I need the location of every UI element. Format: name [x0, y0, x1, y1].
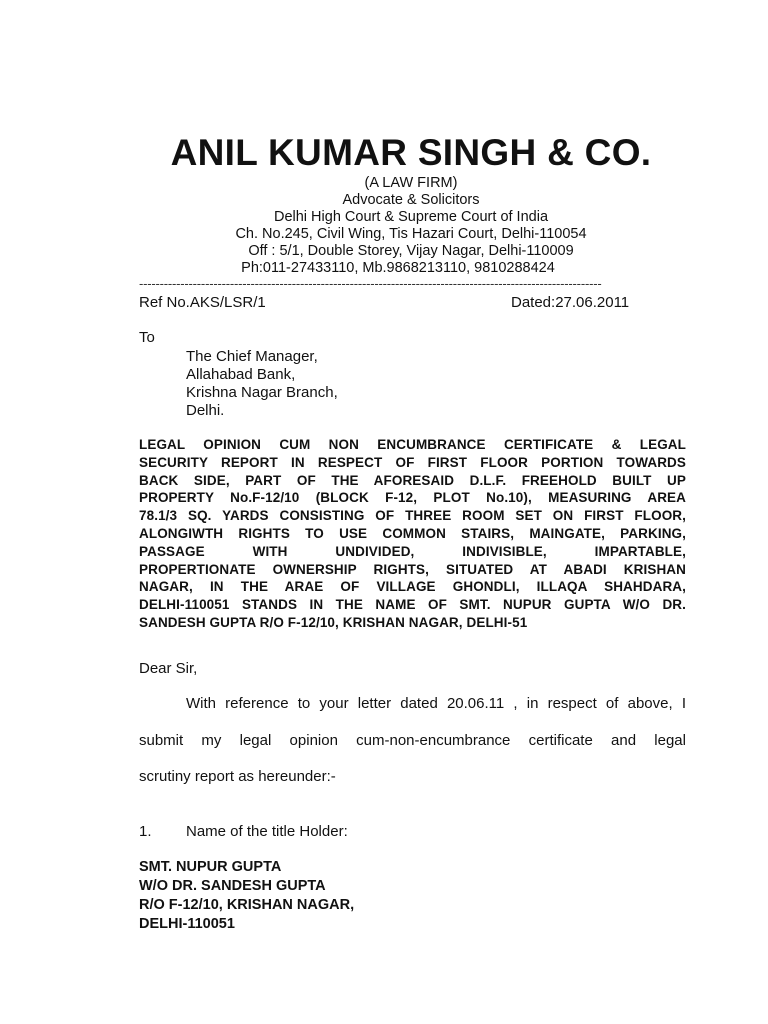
- paragraph-line: submit my legal opinion cum-non-encumbrance certificate and legal: [139, 732, 686, 749]
- subject-line: NAGAR, IN THE ARAE OF VILLAGE GHONDLI, ILLAQA SHAHDARA,: [139, 579, 686, 595]
- subject-line: BACK SIDE, PART OF THE AFORESAID D.L.F. FREEHOLD BUILT UP: [139, 472, 686, 488]
- firm-chamber-address: Ch. No.245, Civil Wing, Tis Hazari Court, Delhi-110054: [235, 226, 587, 242]
- firm-courts: Delhi High Court & Supreme Court of India: [273, 209, 549, 225]
- title-holder-line: R/O F-12/10, KRISHAN NAGAR,: [139, 897, 355, 913]
- subject-line: DELHI-110051 STANDS IN THE NAME OF SMT. NUPUR GUPTA W/O DR.: [139, 597, 686, 613]
- firm-designation: Advocate & Solicitors: [342, 192, 480, 208]
- subject-line: ALONGIWTH RIGHTS TO USE COMMON STAIRS, MAINGATE, PARKING,: [139, 525, 686, 541]
- subject-line: 78.1/3 SQ. YARDS CONSISTING OF THREE ROOM SET ON FIRST FLOOR,: [139, 508, 686, 524]
- addressee-line: Delhi.: [186, 402, 225, 419]
- subject-line: SECURITY REPORT IN RESPECT OF FIRST FLOOR PORTION TOWARDS: [139, 454, 686, 470]
- addressee-line: The Chief Manager,: [186, 348, 318, 365]
- to-label: To: [139, 329, 155, 346]
- title-holder-line: W/O DR. SANDESH GUPTA: [139, 878, 326, 894]
- ref-number: Ref No.AKS/LSR/1: [139, 294, 266, 311]
- section-number: 1.: [139, 823, 152, 840]
- salutation: Dear Sir,: [139, 660, 198, 677]
- subject-line: SANDESH GUPTA R/O F-12/10, KRISHAN NAGAR, DELHI-51: [139, 614, 528, 630]
- title-holder-line: SMT. NUPUR GUPTA: [139, 859, 282, 875]
- paragraph-line: With reference to your letter dated 20.06.11 , in respect of above, I: [186, 695, 686, 712]
- firm-office-address: Off : 5/1, Double Storey, Vijay Nagar, Delhi-110009: [248, 243, 574, 259]
- subject-line: LEGAL OPINION CUM NON ENCUMBRANCE CERTIFICATE & LEGAL: [139, 437, 686, 452]
- header-divider: ----------------------------------------------------------------------------------------------------------------: [139, 276, 602, 291]
- subject-line: PASSAGE WITH UNDIVIDED, INDIVISIBLE, IMPARTABLE,: [139, 543, 686, 559]
- paragraph-line: scrutiny report as hereunder:-: [139, 768, 336, 785]
- firm-type: (A LAW FIRM): [364, 175, 458, 191]
- addressee-line: Krishna Nagar Branch,: [186, 384, 338, 401]
- section-heading: Name of the title Holder:: [186, 823, 348, 840]
- letter-date: Dated:27.06.2011: [511, 294, 630, 311]
- addressee-line: Allahabad Bank,: [186, 366, 296, 383]
- title-holder-line: DELHI-110051: [139, 916, 235, 932]
- subject-line: PROPERTIONATE OWNERSHIP RIGHTS, SITUATED AT ABADI KRISHAN: [139, 561, 686, 577]
- firm-phone: Ph:011-27433110, Mb.9868213110, 9810288424: [241, 260, 555, 276]
- firm-name: ANIL KUMAR SINGH & CO.: [170, 132, 652, 173]
- subject-line: PROPERTY No.F-12/10 (BLOCK F-12, PLOT No.10), MEASURING AREA: [139, 490, 686, 506]
- subject-block: [139, 436, 686, 632]
